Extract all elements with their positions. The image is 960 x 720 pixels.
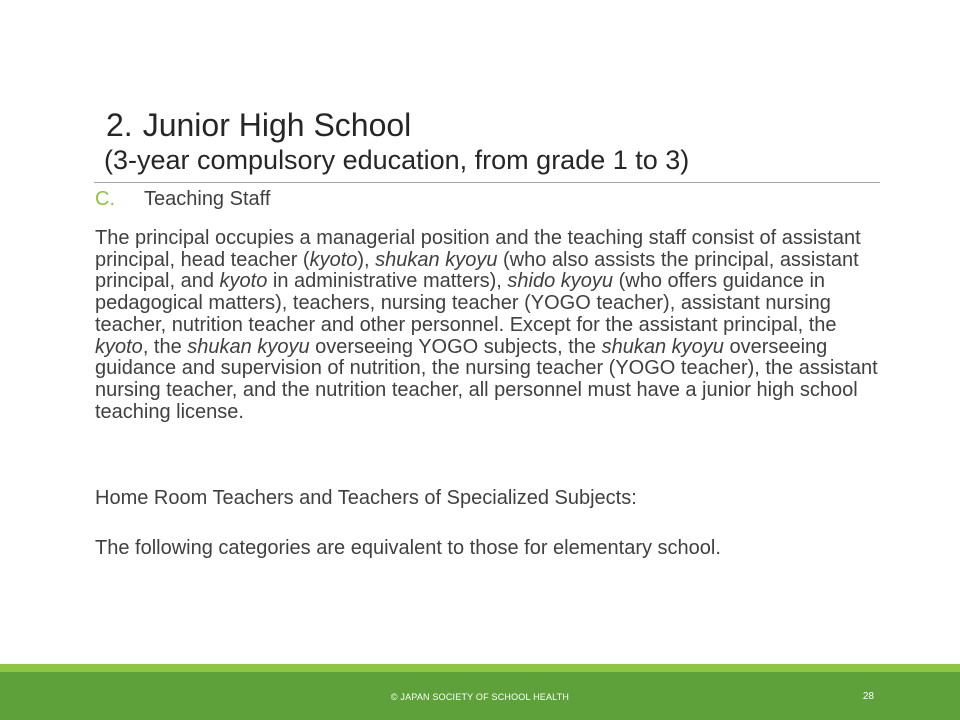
para-text: (who offers guidance in pedagogical matters), teachers, nursing teacher (YOGO teacher), assistant nursing teacher, nutrition teacher and other personnel. Except for the assistant principal, the bbox=[95, 270, 837, 336]
term-kyoto: kyoto bbox=[95, 335, 143, 358]
page-number: 28 bbox=[862, 691, 874, 702]
slide-title bbox=[106, 106, 886, 177]
title-text: Junior High School bbox=[142, 107, 412, 143]
footer-accent-stripe bbox=[0, 664, 960, 672]
title-number: 2. bbox=[106, 107, 133, 143]
term-shukan-kyoyu: shukan kyoyu bbox=[601, 335, 724, 358]
para-text: in administrative matters), bbox=[267, 270, 508, 293]
term-shukan-kyoyu: shukan kyoyu bbox=[375, 248, 498, 271]
para-text: , the bbox=[142, 335, 188, 358]
term-shido-kyoyu: shido kyoyu bbox=[507, 270, 614, 293]
term-shukan-kyoyu: shukan kyoyu bbox=[187, 335, 310, 358]
para-text: ), bbox=[357, 248, 376, 271]
categories-note: The following categories are equivalent to those for elementary school. bbox=[95, 537, 721, 560]
title-divider bbox=[94, 182, 880, 183]
term-kyoto: kyoto bbox=[219, 270, 268, 293]
term-kyoto: kyoto bbox=[309, 248, 358, 271]
slide-content bbox=[95, 186, 885, 561]
section-title: Teaching Staff bbox=[144, 188, 271, 210]
title-subtitle: (3-year compulsory education, from grade 1 to 3) bbox=[104, 145, 690, 175]
para-text: overseeing YOGO subjects, the bbox=[309, 335, 602, 358]
para-text: The principal occupies a managerial position and the teaching staff consist of assistant principal, head teacher ( bbox=[95, 227, 861, 271]
title-main bbox=[106, 106, 886, 144]
footer-copyright: © JAPAN SOCIETY OF SCHOOL HEALTH bbox=[390, 692, 570, 702]
para-text: (who also assists the principal, assistant principal, and bbox=[95, 248, 859, 293]
teaching-staff-paragraph bbox=[95, 228, 885, 423]
homeroom-heading: Home Room Teachers and Teachers of Specialized Subjects: bbox=[95, 487, 637, 510]
section-heading bbox=[95, 186, 885, 212]
section-marker: C. bbox=[95, 188, 115, 210]
para-text: overseeing guidance and supervision of nutrition, the nursing teacher (YOGO teacher), the assistant nursing teacher, and the nutrition teacher, all personnel must have a junior high school teaching license. bbox=[95, 335, 878, 423]
footer-bar bbox=[0, 672, 960, 720]
